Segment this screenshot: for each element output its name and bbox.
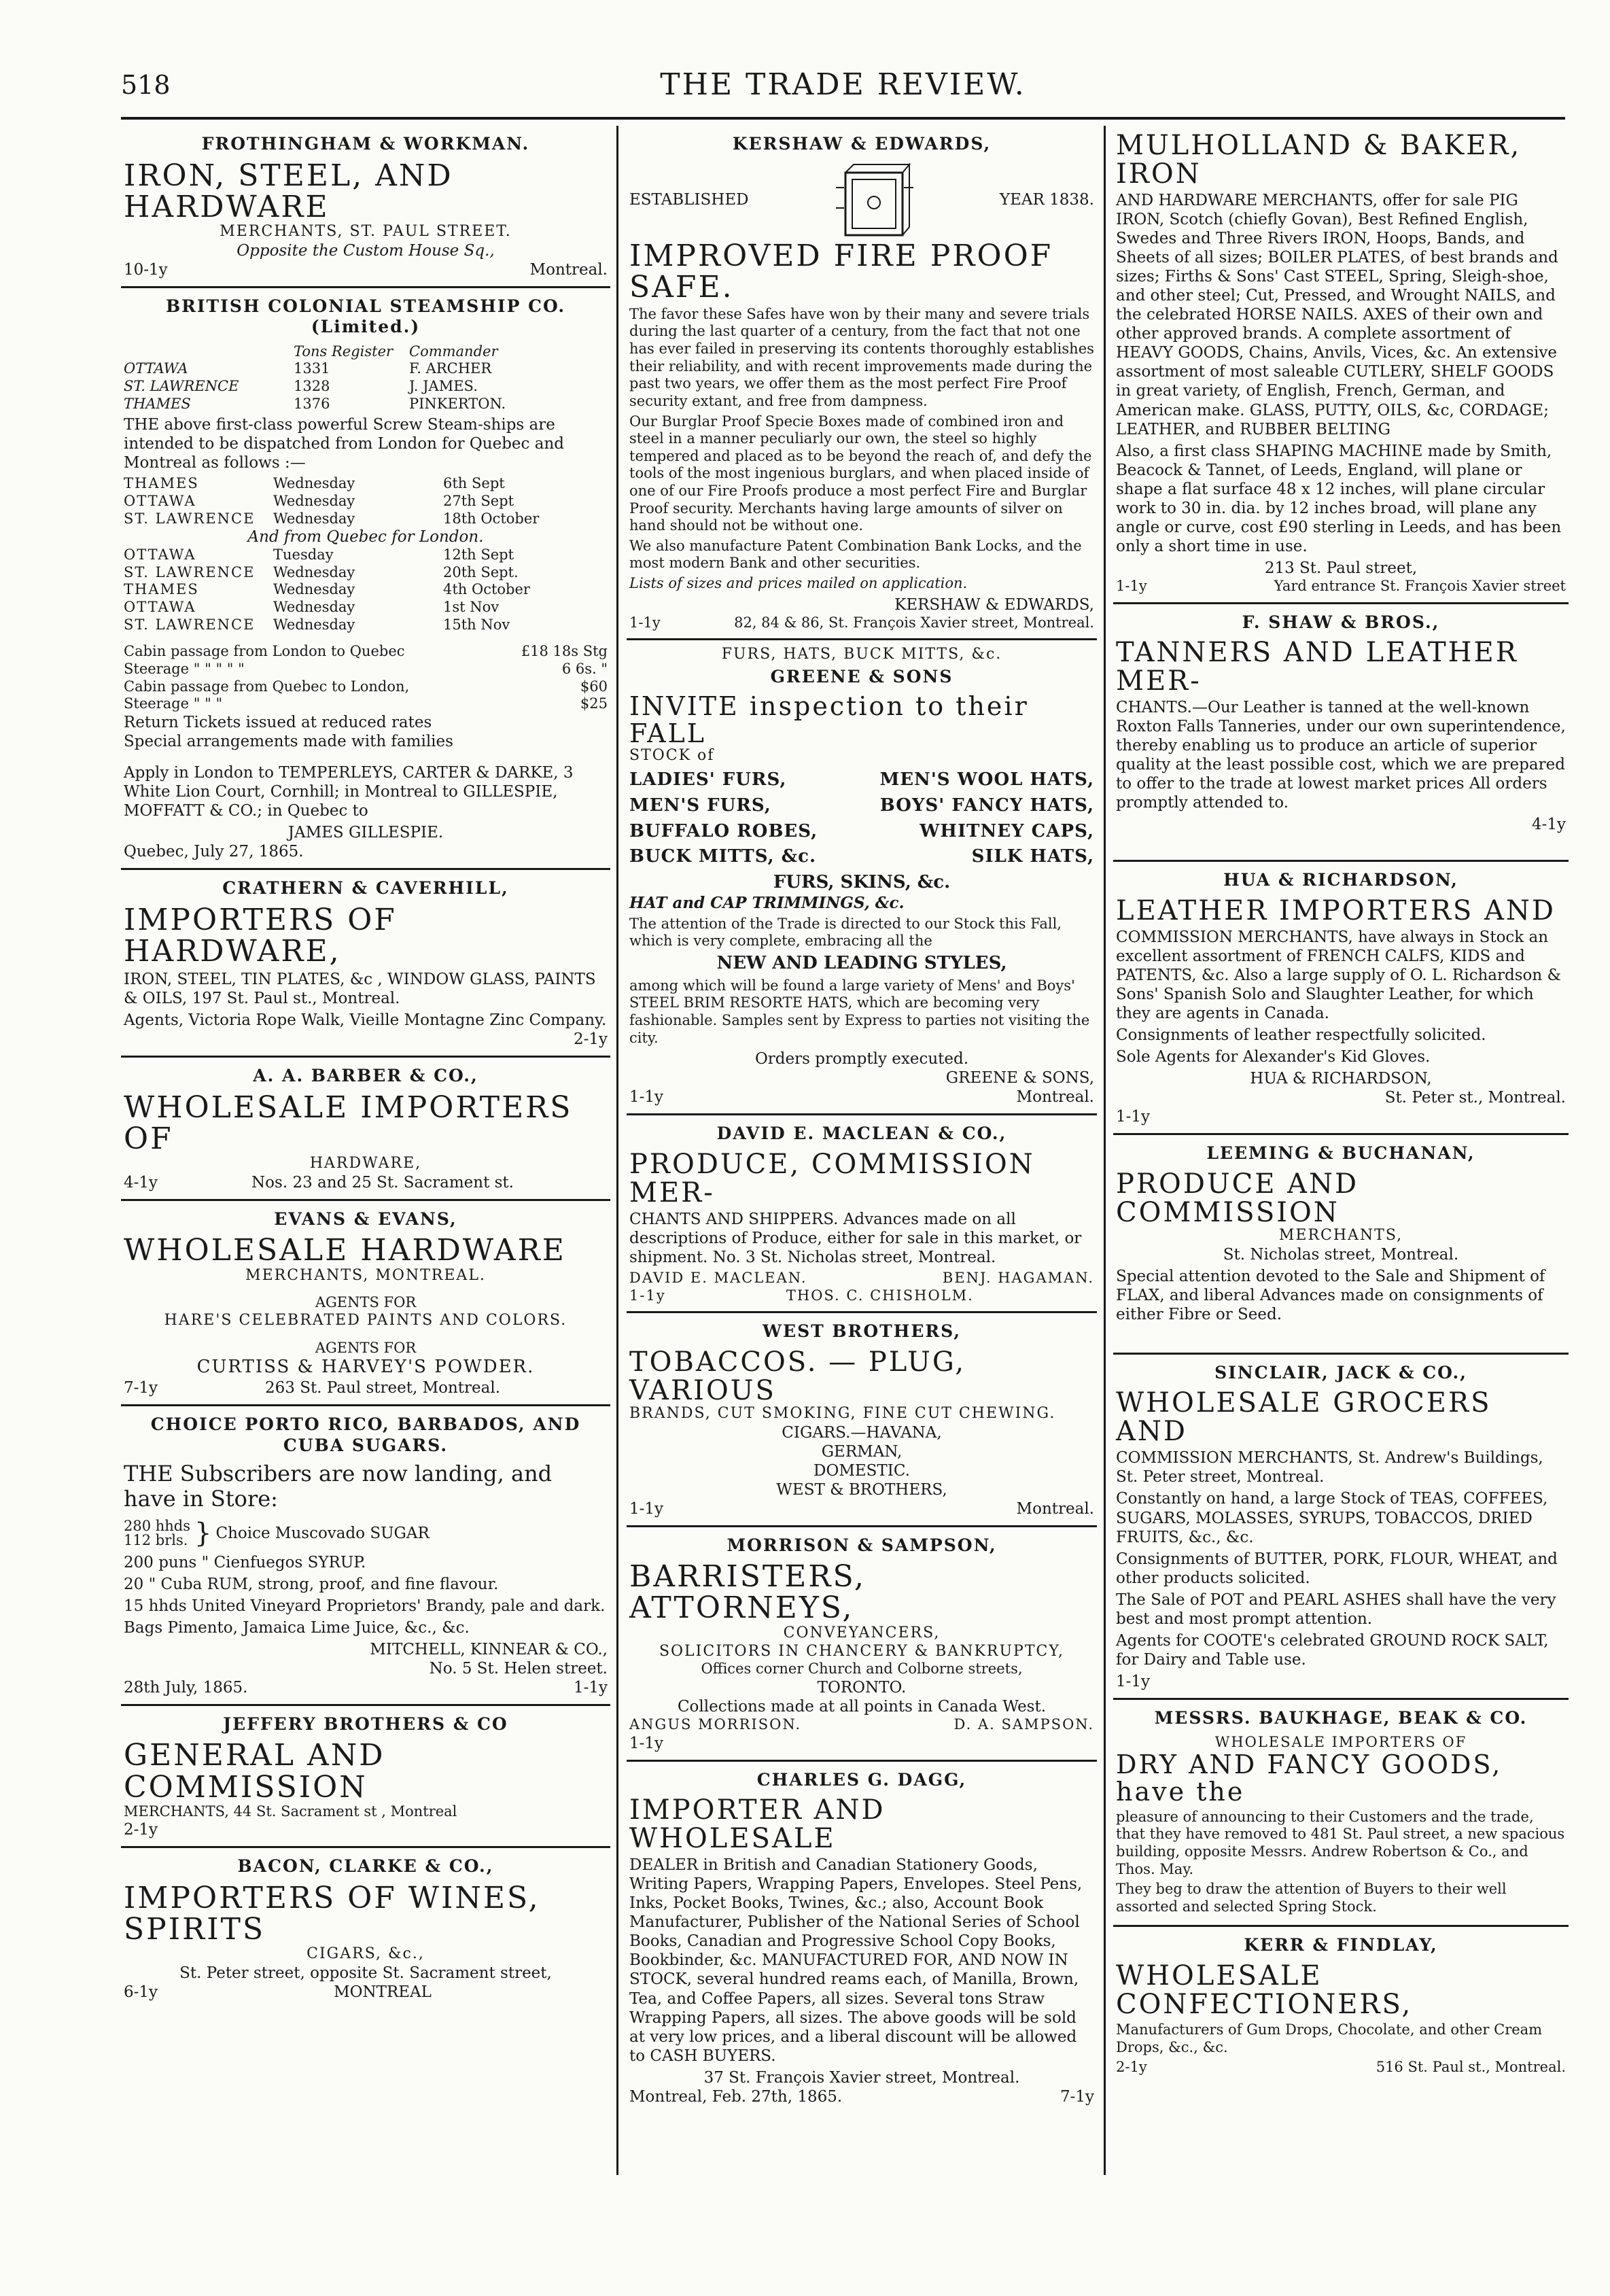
ad-title: IMPORTER AND WHOLESALE [629, 1794, 886, 1855]
ad-code: 4-1y [1531, 816, 1566, 834]
ad-text: Consignments of BUTTER, PORK, FLOUR, WHEAT, and other products solicited. [1116, 1550, 1558, 1587]
ad-title: MULHOLLAND & BAKER, IRON [1116, 130, 1522, 190]
ad-title: PRODUCE AND COMMISSION [1116, 1168, 1359, 1228]
schedule-row: THAMES Wednesday 6th Sept [124, 475, 505, 492]
ad-title: BARRISTERS, ATTORNEYS, [629, 1559, 867, 1626]
ad-label: AGENTS FOR [315, 1294, 417, 1311]
ad-subtitle: STOCK of [629, 747, 715, 765]
ad-text: IRON, STEEL, TIN PLATES, &c , WINDOW GLASS, PAINTS & OILS, 197 St. Paul st., Montreal. [124, 970, 596, 1007]
ad-heading: KERR & FINDLAY, [1244, 1935, 1438, 1955]
ad-text: Agents, Victoria Rope Walk, Vieille Montagne Zinc Company. [124, 1011, 607, 1030]
ad-heading: CRATHERN & CAVERHILL, [222, 878, 509, 899]
ad-heading: JEFFERY BROTHERS & CO [223, 1714, 508, 1734]
col-commander-header: Commander [409, 343, 498, 360]
ad-kershaw [627, 126, 1097, 640]
ad-signature: JAMES GILLESPIE. [287, 823, 444, 841]
ad-title: WHOLESALE IMPORTERS OF [124, 1090, 573, 1156]
ad-text: CHANTS AND SHIPPERS. Advances made on all descriptions of Produce, either for sale in this market, or shipment. No. 3 St. Nicholas street, Montreal. [629, 1210, 1082, 1266]
schedule-row: OTTAWA Tuesday 12th Sept [124, 546, 514, 563]
ad-line: Opposite the Custom House Sq., [237, 241, 495, 260]
ad-heading: EVANS & EVANS, [274, 1208, 457, 1229]
page-header [121, 65, 1565, 112]
ad-heading: HUA & RICHARDSON, [1223, 870, 1458, 890]
ad-city: Montreal. [1016, 1499, 1094, 1518]
ad-signature: MITCHELL, KINNEAR & CO., [370, 1640, 608, 1658]
fares: Cabin passage from London to Quebec £18 18s Stg Steerage " " " " " 6 6s. " Cabin passage from Quebec to London, $60 Steerage " " " $25 [124, 643, 608, 712]
ad-sugars [121, 1406, 610, 1706]
ad-text: They beg to draw the attention of Buyers to their well assorted and selected Spring Stock. [1116, 1881, 1507, 1915]
fleet-row: THAMES 1376 PINKERTON. [124, 395, 506, 412]
ad-hua [1113, 862, 1569, 1135]
fleet-table [124, 343, 608, 413]
ad-code: 1-1y [1116, 1108, 1151, 1126]
header-rule [121, 117, 1565, 120]
ad-text: Consignments of leather respectfully solicited. [1116, 1026, 1486, 1045]
ad-title: WHOLESALE CONFECTIONERS, [1116, 1960, 1413, 2020]
ad-line: GERMAN, [821, 1442, 903, 1461]
ad-code: 7-1y [124, 1379, 158, 1397]
ad-text: BRANDS, CUT SMOKING, FINE CUT CHEWING. [629, 1404, 1056, 1422]
ad-line: NEW AND LEADING STYLES, [716, 953, 1007, 974]
ad-title: PRODUCE, COMMISSION MER- [629, 1148, 1035, 1208]
ad-title: GENERAL AND COMMISSION [124, 1738, 385, 1805]
ad-bacon [121, 1848, 610, 2008]
ad-text: Also, a first class SHAPING MACHINE made by Smith, Beacock & Tannet, of Leeds, England, will plane or shape a flat surface 48 x 12 inches, will plane circular work to 30 in. dia. by 12 inches broad, will plane any angle or curve, cost £90 sterling in Leeds, and has been only a short time in use. [1116, 442, 1562, 555]
ad-heading: FURS, HATS, BUCK MITTS, &c. [721, 646, 1002, 663]
ad-code: 1-1y [629, 1734, 664, 1752]
ad-subtitle: HARDWARE, [309, 1155, 422, 1172]
ad-firm: GREENE & SONS [770, 667, 953, 687]
column-3 [1113, 126, 1569, 2083]
ad-frothingham [121, 126, 610, 288]
ad-code: 1-1y [573, 1678, 608, 1697]
schedule-row: ST. LAWRENCE Wednesday 20th Sept. [124, 563, 519, 580]
ad-apply: Apply in London to TEMPERLEYS, CARTER & DARKE, 3 White Lion Court, Cornhill; in Montreal to GILLESPIE, MOFFATT & CO.; in Quebec to [124, 763, 574, 820]
ad-text: AND HARDWARE MERCHANTS, offer for sale PIG IRON, Scotch (chiefly Govan), Best Refined English, Swedes and Three Rivers IRON, Hoops, Bands, and Sheets of all sizes; BOILER PLATES, of best brands and sizes; Firths & Sons' Cast STEEL, Spring, Sleigh-shoe, and other steel; Cut, Pressed, and Wrought NAILS, and the celebrated HORSE NAILS. AXES of their own and other approved brands. A complete assortment of HEAVY GOODS, Chains, Anvils, Vices, &c. An extensive assortment of most saleable CUTLERY, SHELF GOODS in great variety, of English, French, German, and American make. GLASS, PUTTY, OILS, &c, CORDAGE; LEATHER, and RUBBER BELTING [1116, 192, 1558, 438]
ad-dagg [627, 1762, 1097, 2113]
ad-heading: DAVID E. MACLEAN & CO., [716, 1124, 1007, 1144]
sugar-item: 200 puns " Cienfuegos SYRUP. [124, 1553, 366, 1571]
ad-title: WHOLESALE GROCERS AND [1116, 1387, 1492, 1448]
ad-city: MONTREAL [334, 1983, 432, 2002]
ad-heading: BACON, CLARKE & CO., [237, 1856, 494, 1877]
ad-date: Quebec, July 27, 1865. [124, 843, 304, 861]
ad-heading: MORRISON & SAMPSON, [727, 1535, 997, 1555]
ad-line: DOMESTIC. [813, 1461, 910, 1480]
sugar-item: 280 hhds 112 brls. } Choice Muscovado SUGAR [124, 1517, 430, 1549]
ad-kerr [1113, 1927, 1569, 2083]
ad-address: St. Nicholas street, Montreal. [1223, 1245, 1459, 1264]
ad-british-colonial [121, 288, 610, 870]
ad-code: 2-1y [1116, 2059, 1147, 2076]
ad-heading: SINCLAIR, JACK & CO., [1214, 1362, 1467, 1382]
ad-note: Return Tickets issued at reduced rates [124, 713, 432, 731]
schedule-row: THAMES Wednesday 4th October [124, 581, 530, 598]
ad-code: 1-1y [1116, 577, 1147, 594]
ad-code: 1-1y [629, 1287, 666, 1304]
ad-line: CIGARS.—HAVANA, [782, 1423, 942, 1442]
ad-code: 10-1y [124, 260, 168, 279]
ad-text: Agents for COOTE's celebrated GROUND ROCK SALT, for Dairy and Table use. [1116, 1631, 1549, 1669]
ad-title: IRON, STEEL, AND HARDWARE [124, 158, 453, 224]
ad-city: Montreal. [529, 260, 608, 279]
ad-date: Montreal, Feb. 27th, 1865. [629, 2087, 843, 2106]
schedule-row: OTTAWA Wednesday 27th Sept [124, 492, 514, 509]
ad-title: IMPORTERS OF WINES, SPIRITS [124, 1880, 540, 1947]
ad-heading: BRITISH COLONIAL STEAMSHIP CO. (Limited.) [165, 296, 566, 337]
ad-address: 263 St. Paul street, Montreal. [265, 1379, 501, 1397]
ad-line: SOLICITORS IN CHANCERY & BANKRUPTCY, [659, 1642, 1065, 1660]
col-tons-header: Tons Register [294, 343, 393, 360]
schedule-row: OTTAWA Wednesday 1st Nov [124, 599, 500, 616]
ad-date: 28th July, 1865. [124, 1678, 248, 1697]
column-2 [627, 126, 1097, 2113]
ad-signature: HUA & RICHARDSON, [1250, 1070, 1432, 1088]
ad-text: We also manufacture Patent Combination Bank Locks, and the most modern Bank and other securities. [629, 537, 1082, 572]
ad-line: CURTISS & HARVEY'S POWDER. [196, 1357, 535, 1378]
ad-address: No. 5 St. Helen street. [429, 1659, 608, 1677]
ad-west-brothers [627, 1313, 1097, 1527]
ad-label: AGENTS FOR [315, 1339, 417, 1356]
ad-sinclair [1113, 1355, 1569, 1700]
ad-signature: KERSHAW & EDWARDS, [894, 595, 1094, 614]
ad-code: 7-1y [1060, 2087, 1094, 2106]
ad-address: 213 St. Paul street, [1264, 559, 1418, 577]
fleet-row: ST. LAWRENCE 1328 J. JAMES. [124, 378, 478, 395]
ad-text: Lists of sizes and prices mailed on application. [629, 575, 968, 592]
ad-line: HARE'S CELEBRATED PAINTS AND COLORS. [164, 1312, 567, 1329]
ad-city: TORONTO. [817, 1678, 907, 1697]
sugar-item: Bags Pimento, Jamaica Lime Juice, &c., &c. [124, 1618, 470, 1637]
ad-text: COMMISSION MERCHANTS, have always in Stock an excellent assortment of FRENCH CALFS, KIDS and PATENTS, &c. Also a large supply of O. L. Richardson & Sons' Spanish Solo and Slaughter Leather, for which they are agents in Canada. [1116, 928, 1561, 1023]
ad-heading: CHARLES G. DAGG, [756, 1769, 967, 1790]
ad-subtitle: CIGARS, &c., [307, 1945, 425, 1963]
ad-evans [121, 1201, 610, 1406]
ad-label: ESTABLISHED [629, 191, 749, 209]
ad-jeffery [121, 1706, 610, 1849]
ad-code: 2-1y [573, 1030, 608, 1049]
ad-code: 1-1y [1116, 1672, 1151, 1690]
ad-code: 2-1y [124, 1821, 158, 1839]
column-divider-1 [616, 126, 618, 2175]
ad-heading: F. SHAW & BROS., [1242, 612, 1440, 632]
ad-text: Constantly on hand, a large Stock of TEAS, COFFEES, SUGARS, MOLASSES, SYRUPS, TOBACCOS, DRIED FRUITS, &c., &c. [1116, 1490, 1548, 1546]
ad-crathern [121, 870, 610, 1058]
ad-subtitle: MERCHANTS, ST. PAUL STREET. [220, 222, 512, 240]
schedule-subheading: And from Quebec for London. [247, 528, 484, 546]
ad-address: St. Peter st., Montreal. [1384, 1089, 1566, 1107]
ad-subtitle: MERCHANTS, 44 St. Sacrament st , Montreal [124, 1803, 457, 1820]
ad-title: LEATHER IMPORTERS AND [1116, 894, 1556, 926]
ad-text: COMMISSION MERCHANTS, St. Andrew's Buildings, St. Peter street, Montreal. [1116, 1449, 1543, 1486]
ad-text: The favor these Safes have won by their many and severe trials during the last quarter of a century, from the fact that not one has ever failed in preserving its contents thoroughly establishes their reliability, and with recent improvements made during the past two years, we offer them as the most perfect Fire Proof security extant, and free from dampness. [629, 305, 1094, 409]
ad-address: 82, 84 & 86, St. François Xavier street, Montreal. [734, 614, 1094, 631]
ad-text: The attention of the Trade is directed to our Stock this Fall, which is very complete, embracing all the [629, 915, 1062, 950]
ad-heading: MESSRS. BAUKHAGE, BEAK & CO. [1154, 1707, 1528, 1728]
ad-subtitle: CONVEYANCERS, [783, 1624, 941, 1641]
ad-text: Sole Agents for Alexander's Kid Gloves. [1116, 1048, 1431, 1066]
ad-address: Yard entrance St. François Xavier street [1274, 577, 1566, 594]
ad-code: 1-1y [629, 1088, 664, 1107]
ad-text: Our Burglar Proof Specie Boxes made of combined iron and steel in a manner peculiarly our own, the steel so highly tempered and placed as to be beyond the reach of, and defy the tools of the most ingenious burglars, and when placed inside of one of our Fire Proofs produce a most perfect Fire and Burglar Proof security. Merchants having large amounts of silver on hand should not be without one. [629, 413, 1092, 534]
sugar-item: 15 hhds United Vineyard Proprietors' Brandy, pale and dark. [124, 1597, 606, 1615]
ad-greene: FURS, HATS, BUCK MITTS, &c. GREENE & SONS INVITE inspection to their FALL STOCK of LADIES' FURS, MEN'S WOOL HATS, MEN'S FURS, BOYS' FANCY HATS, BUFFALO ROBES, WHITNEY CAPS, BUCK MITTS, &c. SILK HATS, FURS, SKINS, &c. HAT and CAP TRIMMINGS, &c. The attention of the Trade is directed to our Stock this Fall, which is very complete, embracing all the NEW AND LEADING STYLES, among which will be found a large variety of Mens' and Boys' STEEL BRIM RESORTE HATS, which are becoming very fashionable. Samples sent by Express to parties not visiting the city. Orders promptly executed. GREENE & SONS, 1-1y Montreal. [627, 640, 1097, 1115]
ad-intro: THE above first-class powerful Screw Steam-ships are intended to be dispatched from London for Quebec and Montreal as follows :— [124, 416, 564, 472]
ad-heading: A. A. BARBER & CO., [253, 1066, 478, 1086]
column-1 [121, 126, 610, 2008]
ad-heading: LEEMING & BUCHANAN, [1206, 1143, 1475, 1164]
ad-heading: WEST BROTHERS, [762, 1321, 962, 1342]
ad-code: 4-1y [124, 1173, 158, 1192]
ad-code: 6-1y [124, 1983, 158, 2002]
ad-signature: WEST & BROTHERS, [776, 1480, 947, 1499]
schedule-row: ST. LAWRENCE Wednesday 15th Nov [124, 616, 510, 633]
ad-maclean: DAVID E. MACLEAN & CO., PRODUCE, COMMISSION MER- CHANTS AND SHIPPERS. Advances made on all descriptions of Produce, either for sale in this market, or shipment. No. 3 St. Nicholas street, Montreal. DAVID E. MACLEAN. BENJ. HAGAMAN. 1-1y THOS. C. CHISHOLM. [627, 1115, 1097, 1313]
ad-line: Orders promptly executed. [754, 1050, 969, 1068]
ad-text: Collections made at all points in Canada West. [677, 1697, 1047, 1716]
ad-address: Nos. 23 and 25 St. Sacrament st. [251, 1173, 514, 1192]
ad-mulholland [1113, 126, 1569, 604]
ad-barber [121, 1058, 610, 1201]
schedule-from-london [124, 475, 608, 527]
ad-text: Manufacturers of Gum Drops, Chocolate, and other Cream Drops, &c., &c. [1116, 2021, 1543, 2055]
ad-leeming [1113, 1135, 1569, 1355]
ad-text: Special attention devoted to the Sale and Shipment of FLAX, and liberal Advances made on consignments of either Fibre or Seed. [1116, 1267, 1545, 1323]
ad-title: WHOLESALE HARDWARE [124, 1233, 566, 1268]
ad-title: TOBACCOS. — PLUG, VARIOUS [629, 1346, 966, 1406]
ad-subtitle: WHOLESALE IMPORTERS OF [1214, 1734, 1467, 1751]
ad-title: INVITE inspection to their FALL [629, 691, 1029, 748]
ad-address: Offices corner Church and Colborne streets, [701, 1660, 1023, 1677]
ad-address: 37 St. François Xavier street, Montreal. [703, 2068, 1020, 2087]
ad-label: YEAR 1838. [999, 191, 1094, 209]
fleet-row: OTTAWA 1331 F. ARCHER [124, 360, 492, 377]
ad-code: 1-1y [629, 1499, 664, 1518]
ad-heading: KERSHAW & EDWARDS, [732, 134, 992, 154]
ad-title: TANNERS AND LEATHER MER- [1116, 637, 1518, 697]
ad-baukhage [1113, 1700, 1569, 1928]
ad-text: among which will be found a large variety of Mens' and Boys' STEEL BRIM RESORTE HATS, which are becoming very fashionable. Samples sent by Express to parties not visiting the city. [629, 977, 1090, 1046]
ad-text: DEALER in British and Canadian Stationery Goods, Writing Papers, Wrapping Papers, Envelopes. Steel Pens, Inks, Pocket Books, Twines, &c.; also, Account Book Manufacturer, Publisher of the National Series of School Books, Canadian and Progressive School Copy Books, Bookbinder, &c. MANUFACTURED FOR, AND NOW IN STOCK, several hundred reams each, of Manilla, Brown, Tea, and Coffee Papers, all sizes. Several tons Straw Wrapping Papers, all sizes. The above goods will be sold at very low prices, and a liberal discount will be allowed to CASH BUYERS. [629, 1856, 1083, 2065]
ad-city: Montreal. [1016, 1088, 1094, 1107]
ad-signature: GREENE & SONS, [945, 1069, 1094, 1088]
ad-code: 1-1y [629, 614, 661, 631]
schedule-from-quebec [124, 546, 608, 633]
ad-note: Special arrangements made with families [124, 732, 453, 750]
page-number: 518 [121, 70, 171, 100]
ad-subtitle: MERCHANTS, [1278, 1226, 1403, 1244]
ad-title: DRY AND FANCY GOODS, have the [1116, 1750, 1503, 1807]
ad-address: 516 St. Paul st., Montreal. [1376, 2059, 1566, 2076]
ad-title: THE Subscribers are now landing, and have in Store: [124, 1461, 553, 1512]
ad-heading: CHOICE PORTO RICO, BARBADOS, AND CUBA SUGARS. [150, 1414, 581, 1455]
ad-subtitle: MERCHANTS, MONTREAL. [245, 1266, 486, 1284]
ad-text: The Sale of POT and PEARL ASHES shall have the very best and most prompt attention. [1116, 1590, 1556, 1628]
ad-title: IMPROVED FIRE PROOF SAFE. [629, 238, 1053, 305]
ad-shaw [1113, 604, 1569, 863]
ad-text: CHANTS.—Our Leather is tanned at the well-known Roxton Falls Tanneries, under our own superintendence, thereby enabling us to produce an article of superior quality at the least possible cost, which we are prepared to offer to the trade at lowest market prices All orders promptly attended to. [1116, 699, 1566, 812]
schedule-row: ST. LAWRENCE Wednesday 18th October [124, 510, 540, 527]
ad-heading: FROTHINGHAM & WORKMAN. [201, 134, 530, 154]
page-title: THE TRADE REVIEW. [660, 67, 1026, 102]
ad-title: IMPORTERS OF HARDWARE, [124, 902, 397, 969]
column-divider-2 [1104, 126, 1106, 2175]
sugar-item: 20 " Cuba RUM, strong, proof, and fine flavour. [124, 1575, 499, 1593]
ad-morrison: MORRISON & SAMPSON, BARRISTERS, ATTORNEYS, CONVEYANCERS, SOLICITORS IN CHANCERY & BANKRUPTCY, Offices corner Church and Colborne streets, TORONTO. Collections made at all points in Canada West. ANGUS MORRISON. D. A. SAMPSON. 1-1y [627, 1527, 1097, 1762]
ad-line: St. Peter street, opposite St. Sacrament street, [179, 1964, 552, 1983]
ad-text: pleasure of announcing to their Customers and the trade, that they have removed to 481 St. Paul street, a new spacious building, opposite Messrs. Andrew Robertson & Co., and Thos. May. [1116, 1808, 1565, 1877]
safe-illustration [833, 160, 915, 241]
